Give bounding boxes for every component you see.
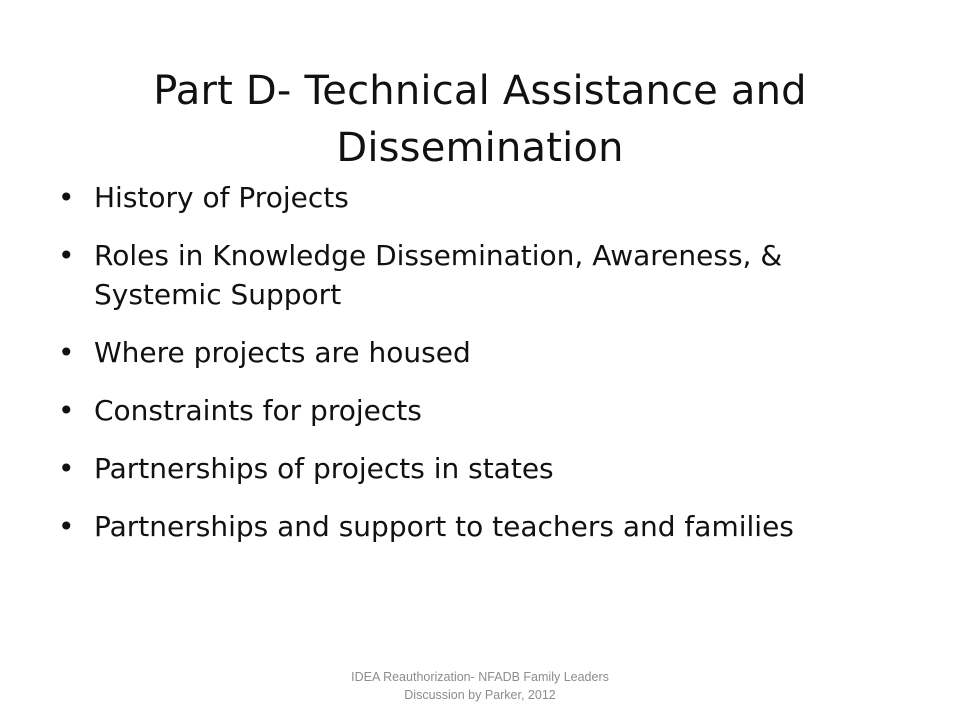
bullet-item — [58, 236, 858, 314]
bullet-icon: • — [58, 336, 75, 369]
bullet-icon: • — [58, 452, 75, 485]
bullet-text: Where projects are housed — [94, 336, 471, 369]
bullet-icon: • — [58, 394, 75, 427]
slide-footer: IDEA Reauthorization- NFADB Family Leaders Discussion by Parker, 2012 — [351, 670, 609, 702]
bullet-item — [58, 333, 858, 372]
bullet-text: History of Projects — [94, 181, 349, 214]
bullet-icon: • — [58, 239, 75, 272]
bullet-list — [58, 178, 858, 565]
bullet-text: Partnerships and support to teachers and families — [94, 510, 794, 543]
bullet-item — [58, 449, 858, 488]
bullet-item — [58, 507, 858, 546]
bullet-item — [58, 178, 858, 217]
bullet-text: Partnerships of projects in states — [94, 452, 554, 485]
bullet-icon: • — [58, 181, 75, 214]
bullet-text: Roles in Knowledge Dissemination, Awareness, & Systemic Support — [94, 239, 783, 311]
bullet-text: Constraints for projects — [94, 394, 422, 427]
slide-title: Part D- Technical Assistance and Dissemination — [153, 67, 807, 171]
bullet-item — [58, 391, 858, 430]
bullet-icon: • — [58, 510, 75, 543]
